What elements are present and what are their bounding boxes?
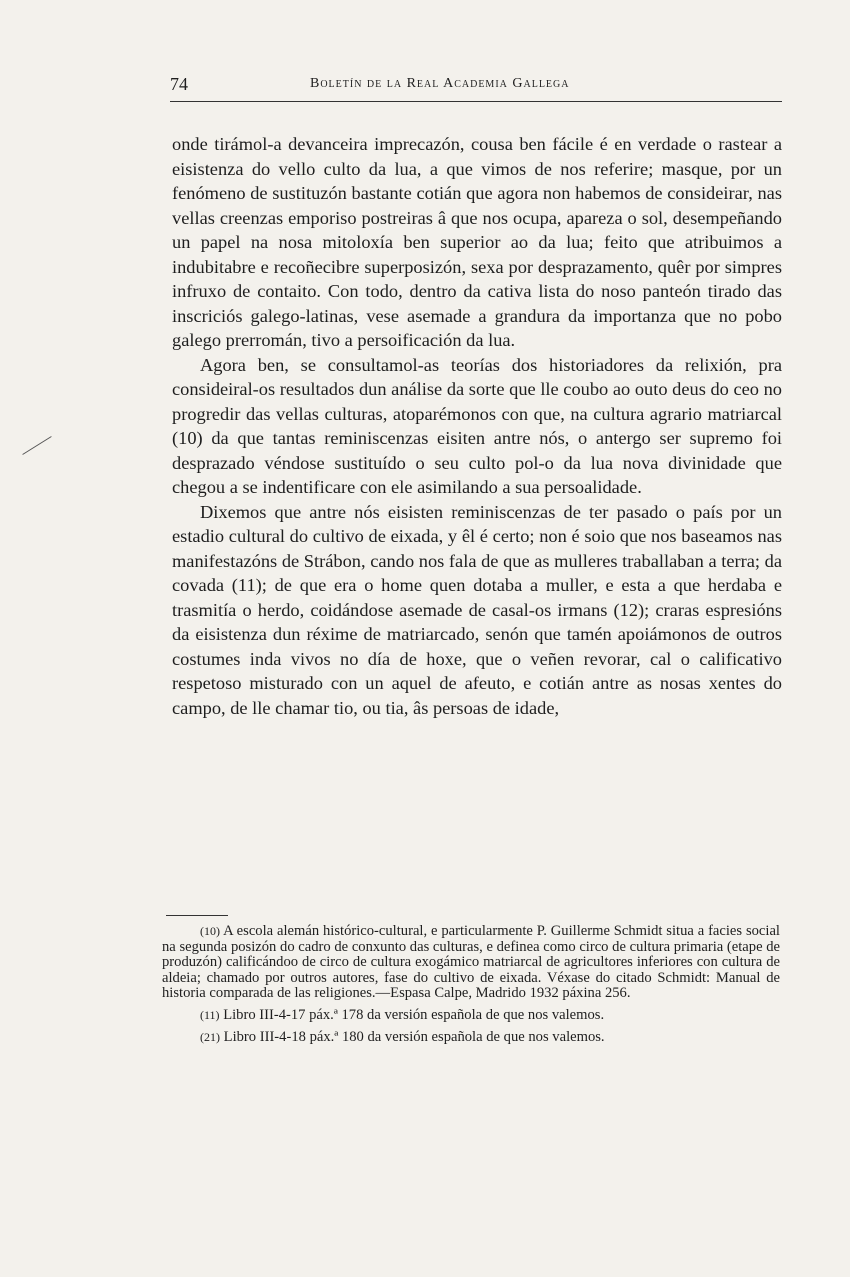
footnote-text: Libro III-4-17 páx.ª 178 da versión española de que nos valemos.	[223, 1006, 605, 1023]
paragraph-2: Agora ben, se consultamol-as teorías dos historiadores da relixión, pra consideiral-os resultados dun análise da sorte que lle coubo ao outo deus do ceo no progredir das vellas culturas, atoparémonos con que, na cultura agrario matriarcal (10) da que tantas reminiscenzas eisiten antre nós, o antergo ser supremo foi desprazado véndose sustituído o seu culto pol-o da lua nova divinidade que chegou a se indentificare con ele asimilando a sua persoalidade.	[172, 354, 782, 497]
footnotes	[162, 924, 780, 1051]
page-number: 74	[170, 74, 188, 94]
footnote-10	[162, 924, 780, 1002]
footnote-mark: (10)	[200, 924, 220, 938]
body-text	[172, 132, 782, 720]
header-rule	[170, 101, 782, 102]
footnote-mark: (11)	[200, 1007, 220, 1022]
running-title: Boletín de la Real Academia Gallega	[310, 76, 570, 91]
paragraph-1: onde tirámol-a devanceira imprecazón, cousa ben fácile é en verdade o rastear a eisistenza do vello culto da lua, a que vimos de nos referire; masque, por un fenómeno de sustituzón bastante cotián que agora non habemos de consideirar, nas vellas creenzas emporiso postreiras â que nos ocupa, apareza o sol, desempeñando un papel na nosa mitoloxía ben superior ao da lua; feito que atribuimos a indubitabre e recoñecibre superposizón, sexa por desprazamento, quêr por simpres infruxo de contaito. Con todo, dentro da cativa lista do noso panteón tirado das inscriciós galego-latinas, vese asemade a grandura da importanza que no pobo galego prerromán, tivo a persoificación da lua.	[172, 134, 782, 350]
footnote-rule	[166, 915, 228, 916]
margin-pencil-mark	[22, 436, 51, 455]
footnote-text: Libro III-4-18 páx.ª 180 da versión española de que nos valemos.	[223, 1028, 605, 1045]
footnote-text: A escola alemán histórico-cultural, e particularmente P. Guillerme Schmidt situa a facies social na segunda posizón do cadro de conxunto das culturas, e definea como circo de cultura primaria (etape de produzón) calificándoo de circo de cultura exogámico matriarcal de agricultores inferiores con cultura de aldeia; chamado por outros autores, fase do cultivo de eixada. Véxase do citado Schmidt: Manual de historia comparada de las religiones.—Espasa Calpe, Madrido 1932 páxina 256.	[162, 923, 780, 1002]
footnote-mark: (21)	[200, 1029, 220, 1044]
footnote-11	[162, 1008, 780, 1024]
paragraph-3: Dixemos que antre nós eisisten reminiscenzas de ter pasado o país por un estadio cultural do cultivo de eixada, y êl é certo; non é soio que nos baseamos nas manifestazóns de Strábon, cando nos fala de que as mulleres traballaban a terra; da covada (11); de que era o home quen dotaba a muller, e esta a que herdaba e trasmitía o herdo, coidándose asemade de casal-os irmans (12); craras espresións da eisistenza dun réxime de matriarcado, senón que tamén apoiámonos de outros costumes inda vivos no día de hoxe, que o veñen revorar, cal o calificativo respetoso misturado con un aquel de afeuto, e cotián antre as nosas xentes do campo, de lle chamar tio, ou tia, âs persoas de idade,	[172, 501, 782, 718]
page-header	[170, 74, 782, 94]
footnote-21	[162, 1030, 780, 1046]
